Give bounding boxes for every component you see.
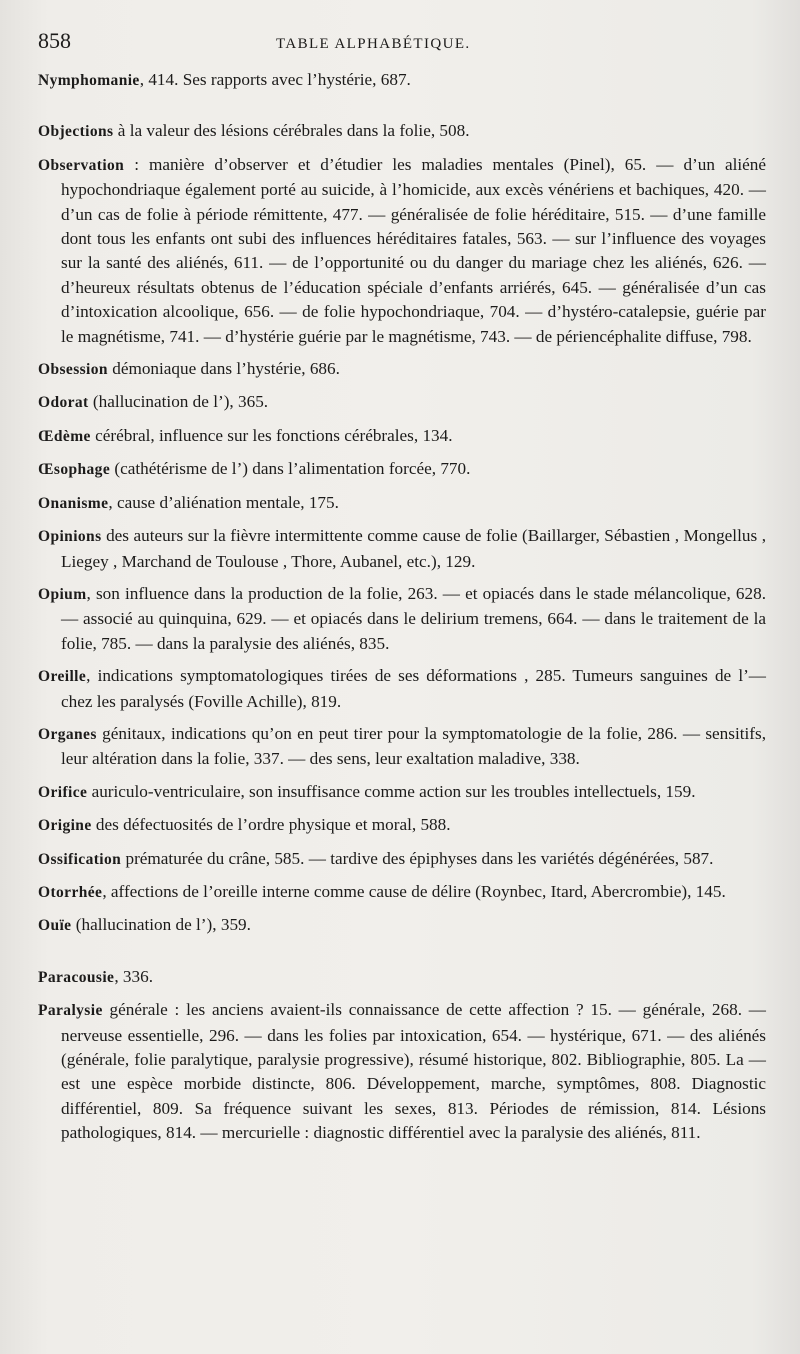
index-entry	[38, 457, 766, 482]
headword: Ouïe	[38, 917, 72, 935]
headword: Ossification	[38, 850, 122, 868]
headword: Opium	[38, 585, 87, 603]
running-title: TABLE ALPHABÉTIQUE.	[276, 36, 471, 52]
index-entry	[38, 813, 766, 838]
entry-text: (hallucination de l’), 365.	[88, 392, 269, 412]
entry-text: prématurée du crâne, 585. — tardive des épiphyses dans les variétés dégénérées, 587.	[121, 848, 714, 868]
entry-text: , cause d’aliénation mentale, 175.	[108, 492, 339, 512]
entry-text: des auteurs sur la fièvre intermittente comme cause de folie (Baillarger, Sébastien , Mongellus , Liegey , Marchand de Toulouse , Thore, Aubanel, etc.), 129.	[61, 526, 766, 571]
letter-section-gap	[38, 947, 766, 965]
headword: Opinions	[38, 528, 102, 546]
index-entry	[38, 847, 766, 872]
headword: Organes	[38, 725, 97, 743]
entry-text: (cathétérisme de l’) dans l’alimentation forcée, 770.	[110, 459, 471, 479]
headword: Oreille	[38, 668, 87, 686]
entry-text: auriculo-ventriculaire, son insuffisance comme action sur les troubles intellectuels, 159.	[87, 781, 696, 801]
entry-text: , 414. Ses rapports avec l’hystérie, 687.	[139, 70, 411, 89]
running-head	[38, 28, 766, 62]
headword: Origine	[38, 817, 92, 835]
headword: Objections	[38, 123, 114, 141]
headword: Odorat	[38, 394, 89, 412]
index-entry	[38, 153, 766, 349]
entry-text: des défectuosités de l’ordre physique et moral, 588.	[91, 815, 451, 835]
headword: Orifice	[38, 783, 88, 801]
entry-text: , son influence dans la production de la folie, 263. — et opiacés dans le stade mélancolique, 628. — associé au quinquina, 629. — et opiacés dans le delirium tremens, 664. — dans le traitement de la folie, 785. — dans la paralysie des aliénés, 835.	[61, 583, 766, 653]
entry-text: à la valeur des lésions cérébrales dans la folie, 508.	[113, 121, 470, 141]
index-entry	[38, 357, 766, 382]
headword: Observation	[38, 156, 125, 174]
entry-text: cérébral, influence sur les fonctions cérébrales, 134.	[90, 425, 453, 445]
index-entry	[38, 965, 766, 990]
index-entry	[38, 780, 766, 805]
index-entry	[38, 880, 766, 905]
index-entry	[38, 119, 766, 144]
index-entry	[38, 664, 766, 714]
page-number: 858	[38, 28, 71, 53]
headword: Paralysie	[38, 1002, 103, 1020]
headword: Œdème	[38, 427, 91, 445]
entry-text: démoniaque dans l’hystérie, 686.	[107, 359, 340, 379]
entry-text: , indications symptomatologiques tirées de ses déformations , 285. Tumeurs sanguines de l’— chez les paralysés (Foville Achille), 819.	[61, 666, 766, 711]
headword: Nymphomanie	[38, 72, 140, 89]
index-entry	[38, 491, 766, 516]
index-entry	[38, 582, 766, 656]
index-entry	[38, 424, 766, 449]
headword: Onanisme	[38, 494, 109, 512]
index-entry	[38, 524, 766, 574]
index-entry	[38, 722, 766, 772]
entry-text: , affections de l’oreille interne comme cause de délire (Roynbec, Itard, Abercrombie), 145.	[102, 881, 726, 901]
index-entry	[38, 998, 766, 1145]
entry-text: génitaux, indications qu’on en peut tirer pour la symptomatologie de la folie, 286. — sensitifs, leur altération dans la folie, 337. — des sens, leur exaltation maladive, 338.	[61, 723, 766, 769]
entry-text: (hallucination de l’), 359.	[71, 915, 251, 935]
index-entry	[38, 68, 766, 93]
entry-text: générale : les anciens avaient-ils connaissance de cette affection ? 15. — générale, 268. — nerveuse essentielle, 296. — dans les folies par intoxication, 654. — hystérique, 671. — des aliénés (générale, folie paralytique, paralysie progressive), résumé historique, 802. Bibliographie, 805. La — est une espèce morbide distincte, 806. Développement, marche, symptômes, 808. Diagnostic différentiel, 809. Sa fréquence suivant les sexes, 813. Périodes de rémission, 814. Lésions pathologiques, 814. — mercurielle : diagnostic différentiel avec la paralysie des aliénés, 811.	[61, 1000, 766, 1143]
headword: Otorrhée	[38, 883, 103, 901]
headword: Obsession	[38, 361, 108, 379]
index-entry	[38, 913, 766, 938]
headword: Paracousie	[38, 968, 115, 986]
index-entries	[38, 68, 766, 1146]
entry-text: : manière d’observer et d’étudier les maladies mentales (Pinel), 65. — d’un aliéné hypochondriaque également porté au suicide, à l’homicide, aux excès vénériens et bachiques, 420. — d’un cas de folie à période rémittente, 477. — généralisée de folie héréditaire, 515. — d’une famille dont tous les enfants ont subi des influences héréditaires fatales, 563. — sur l’influence des voyages sur la santé des aliénés, 611. — de l’opportunité ou du danger du mariage chez les aliénés, 626. — d’heureux résultats obtenus de l’éducation spéciale d’enfants arriérés, 645. — généralisée d’un cas d’intoxication alcoolique, 656. — de folie hypochondriaque, 704. — d’hystéro-catalepsie, guérie par le magnétisme, 741. — d’hystérie guérie par le magnétisme, 743. — de périencéphalite diffuse, 798.	[61, 154, 766, 346]
entry-text: , 336.	[114, 966, 153, 986]
headword: Œsophage	[38, 461, 111, 479]
index-entry	[38, 390, 766, 415]
